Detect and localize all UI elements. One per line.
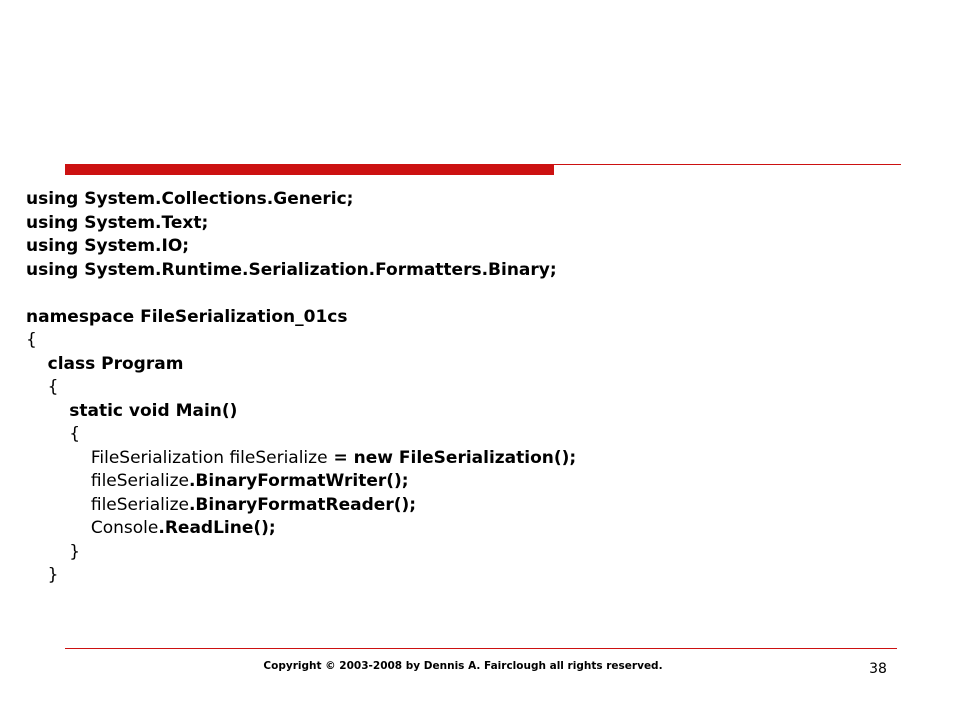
- code-line: [26, 376, 906, 400]
- code-line: [26, 494, 906, 518]
- code-line: [26, 259, 906, 283]
- code-line: [26, 235, 906, 259]
- code-token: using System.Text;: [26, 212, 209, 233]
- code-line: [26, 400, 906, 424]
- code-indent: [26, 495, 91, 515]
- code-indent: [26, 354, 48, 374]
- code-line: [26, 212, 906, 236]
- code-listing: [26, 188, 906, 588]
- code-indent: [26, 424, 69, 444]
- code-token: }: [47, 565, 59, 585]
- code-line: [26, 517, 906, 541]
- code-line: [26, 306, 906, 330]
- copyright-notice: Copyright © 2003-2008 by Dennis A. Fairclough all rights reserved.: [263, 660, 663, 672]
- code-line: [26, 282, 906, 306]
- code-token: class Program: [47, 353, 184, 374]
- slide-number: 38: [869, 661, 887, 677]
- code-token: {: [26, 330, 37, 350]
- code-line: [26, 423, 906, 447]
- code-line: [26, 564, 906, 588]
- code-line: [26, 470, 906, 494]
- code-token: Console: [90, 518, 159, 538]
- header-accent-bar: [65, 164, 554, 175]
- code-indent: [26, 471, 91, 491]
- code-token: using System.Collections.Generic;: [26, 189, 354, 209]
- code-line: [26, 188, 906, 212]
- code-indent: [26, 565, 48, 585]
- code-indent: [26, 542, 69, 562]
- code-token: fileSerialize: [90, 471, 189, 491]
- code-token: static void Main(): [69, 400, 238, 421]
- header-divider-line: [554, 164, 901, 165]
- code-token: }: [69, 541, 81, 562]
- code-token: {: [69, 424, 81, 444]
- code-indent: [26, 401, 69, 421]
- code-token: using System.IO;: [26, 236, 190, 256]
- code-line: [26, 329, 906, 353]
- code-token: .BinaryFormatReader();: [188, 494, 417, 515]
- code-token: {: [47, 377, 59, 397]
- footer-divider-line: [65, 648, 897, 649]
- code-indent: [26, 377, 48, 397]
- code-line: [26, 541, 906, 565]
- code-line: [26, 353, 906, 377]
- code-token: = new FileSerialization();: [327, 447, 577, 468]
- code-token: .BinaryFormatWriter();: [188, 471, 409, 491]
- code-indent: [26, 448, 91, 468]
- code-indent: [26, 518, 91, 538]
- code-token: namespace FileSerialization_01cs: [26, 306, 348, 327]
- code-token: fileSerialize: [90, 494, 189, 515]
- code-token: .ReadLine();: [158, 518, 276, 538]
- code-token: FileSerialization fileSerialize: [90, 447, 328, 468]
- code-line: [26, 447, 906, 471]
- code-token: using System.Runtime.Serialization.Formatters.Binary;: [26, 259, 557, 280]
